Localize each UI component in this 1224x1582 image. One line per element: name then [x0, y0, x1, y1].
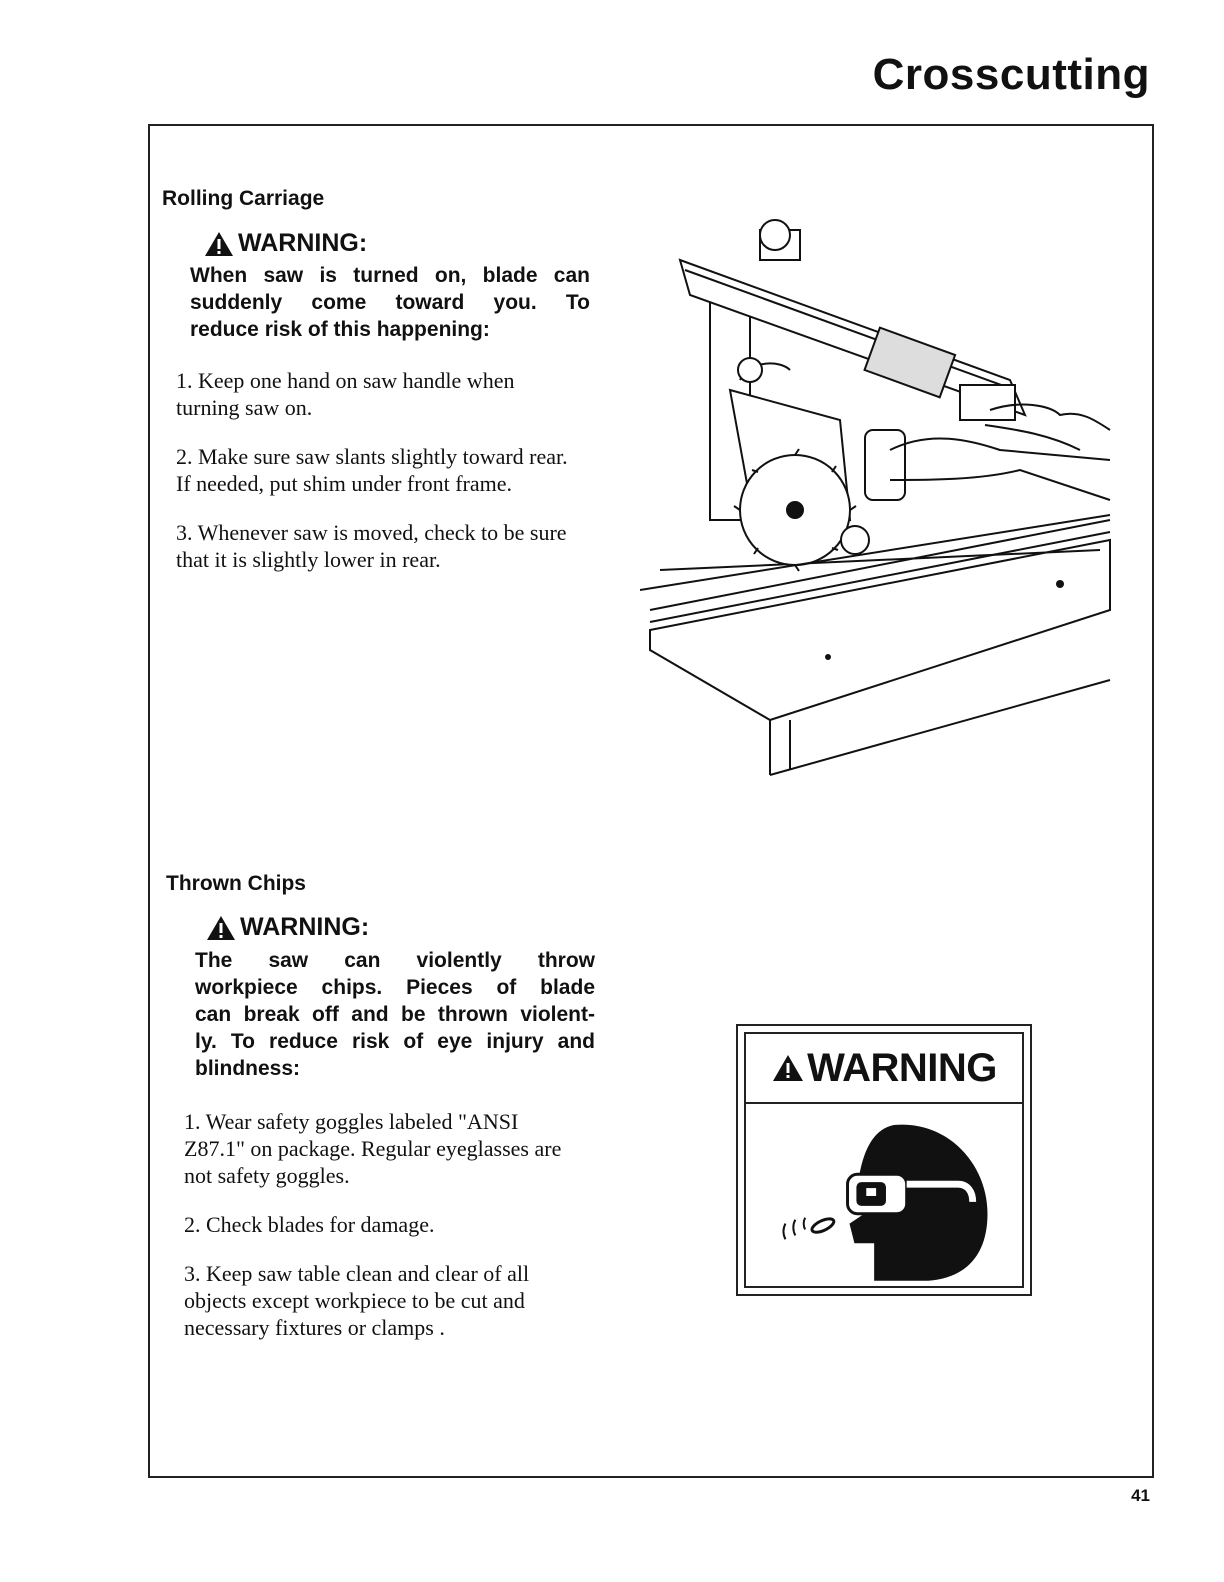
- warning-line: ly. To reduce risk of eye injury and: [195, 1030, 595, 1053]
- warning-line: The saw can violently throw: [195, 949, 595, 972]
- warning-triangle-icon: [771, 1053, 805, 1083]
- thrown-chips-warning-heading: [206, 913, 369, 942]
- warning-label: WARNING:: [238, 229, 368, 257]
- step-item: 3. Whenever saw is moved, check to be sure that it is slightly lower in rear.: [176, 520, 567, 572]
- radial-arm-saw-illustration: [640, 210, 1120, 790]
- step-item: 2. Check blades for damage.: [184, 1212, 435, 1237]
- warning-line: suddenly come toward you. To: [190, 291, 590, 314]
- warning-line: reduce risk of this happening:: [190, 318, 490, 341]
- warning-line: workpiece chips. Pieces of blade: [195, 976, 595, 999]
- step-item: 3. Keep saw table clean and clear of all objects except workpiece to be cut and necessary fixtures or clamps .: [184, 1261, 530, 1340]
- step-item: 2. Make sure saw slants slightly toward rear. If needed, put shim under front frame.: [176, 444, 568, 496]
- thrown-chips-steps: [184, 1108, 584, 1363]
- sign-header: [746, 1034, 1022, 1104]
- warning-label: WARNING:: [240, 913, 370, 941]
- page-title: Crosscutting: [872, 50, 1150, 99]
- rolling-carriage-heading: Rolling Carriage: [162, 187, 325, 210]
- head-with-goggles-icon: [746, 1104, 1022, 1284]
- rolling-carriage-warning-text: [190, 262, 590, 343]
- eye-protection-warning-sign: [736, 1024, 1032, 1296]
- warning-line: When saw is turned on, blade can: [190, 264, 590, 287]
- step-item: 1. Wear safety goggles labeled "ANSI Z87.1" on package. Regular eyeglasses are not safety goggles.: [184, 1109, 562, 1188]
- page-number: 41: [1131, 1486, 1150, 1505]
- warning-triangle-icon: [206, 915, 236, 941]
- sign-inner-border: [744, 1032, 1024, 1288]
- warning-line: can break off and be thrown violent-: [195, 1003, 595, 1026]
- warning-triangle-icon: [204, 231, 234, 257]
- thrown-chips-warning-text: [195, 947, 595, 1082]
- warning-line: blindness:: [195, 1057, 301, 1080]
- sign-label: WARNING: [807, 1045, 997, 1090]
- step-item: 1. Keep one hand on saw handle when turning saw on.: [176, 368, 515, 420]
- thrown-chips-heading: Thrown Chips: [166, 872, 306, 895]
- rolling-carriage-warning-heading: [204, 229, 367, 258]
- rolling-carriage-steps: [176, 367, 576, 595]
